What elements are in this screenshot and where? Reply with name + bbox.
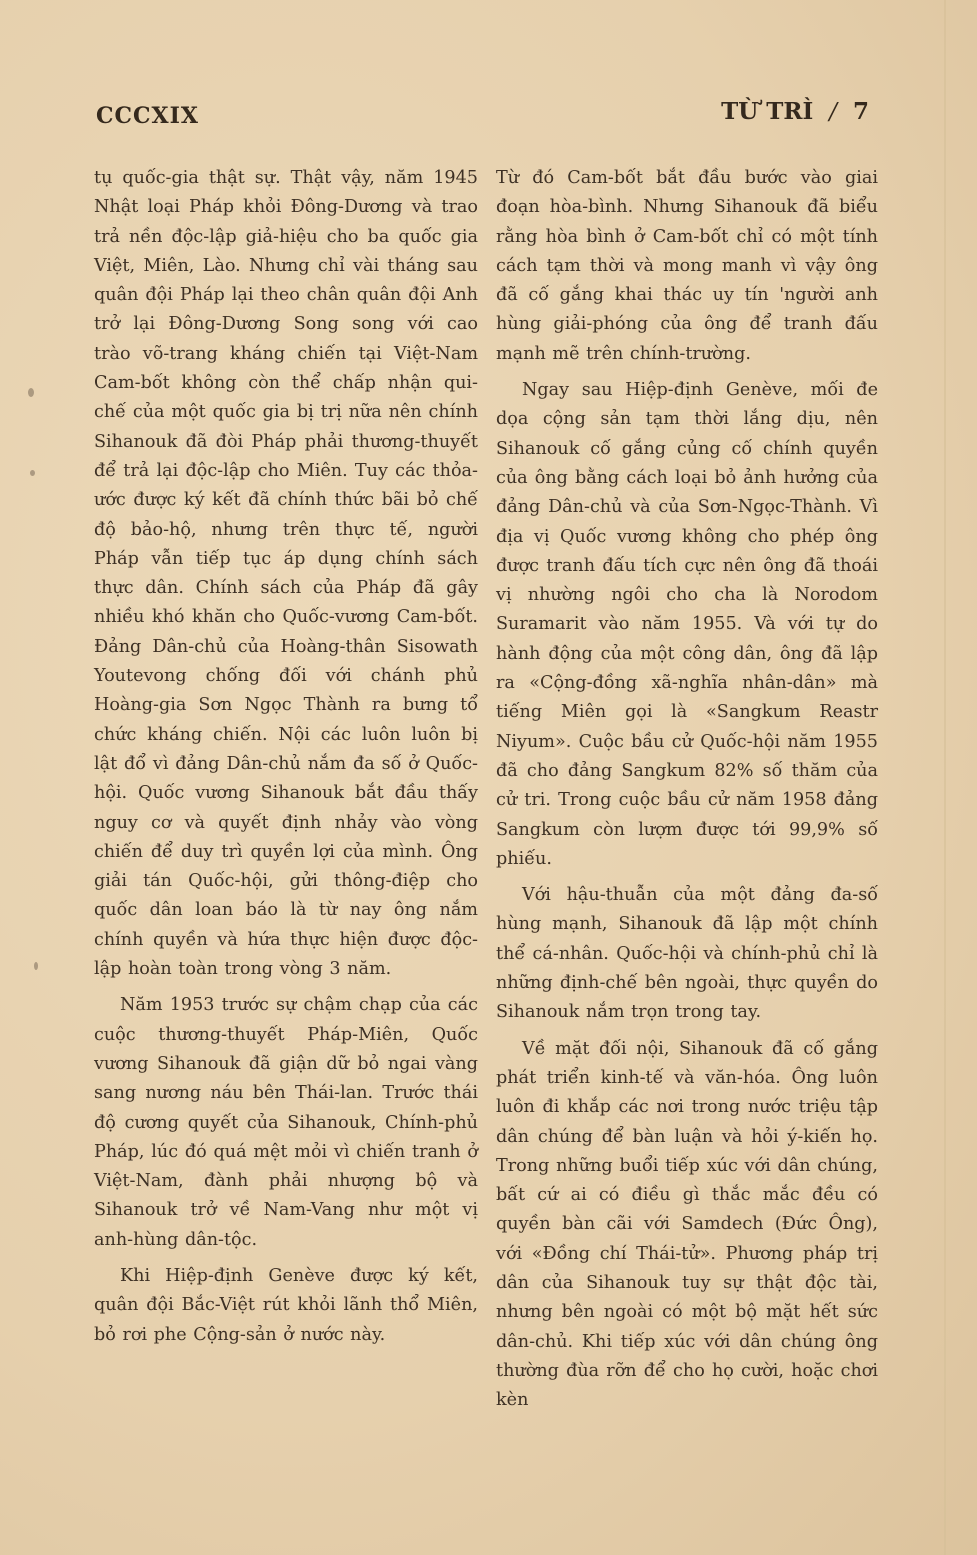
paragraph: Khi Hiệp-định Genève được ký kết, quân đội Bắc-Việt rút khỏi lãnh thổ Miên, bỏ rơi phe Cộng-sản ở nước này. (94, 1265, 478, 1345)
paragraph: Từ đó Cam-bốt bắt đầu bước vào giai đoạn hòa-bình. Nhưng Sihanouk đã biểu rằng hòa bình ở Cam-bốt chỉ có một tính cách tạm thời và mong manh vì vậy ông đã cố gắng khai thác uy tín 'người anh hùng giải-phóng của ông để tranh đấu mạnh mẽ trên chính-trường. (496, 168, 878, 364)
paragraph: Năm 1953 trước sự chậm chạp của các cuộc thương-thuyết Pháp-Miên, Quốc vương Sihanouk đã giận dữ bỏ ngai vàng sang nương náu bên Thái-lan. Trước thái độ cương quyết của Sihanouk, Chính-phủ Pháp, lúc đó quá mệt mỏi vì chiến tranh ở Việt-Nam, đành phải nhượng bộ và Sihanouk trở về Nam-Vang như một vị anh-hùng dân-tộc. (94, 995, 478, 1250)
paragraph: Ngay sau Hiệp-định Genève, mối đe dọa cộng sản tạm thời lắng dịu, nên Sihanouk cố gắng củng cố chính quyền của ông bằng cách loại bỏ ảnh hưởng của đảng Dân-chủ và của Sơn-Ngọc-Thành. Vì địa vị Quốc vương không cho phép ông được tranh đấu tích cực nên ông đã thoái vị nhường ngôi cho cha là Norodom Suramarit vào năm 1955. Và với tự do hành động của một công dân, ông đã lập ra «Cộng-đồng xã-nghĩa nhân-dân» mà tiếng Miên gọi là «Sangkum Reastr Niyum». Cuộc bầu cử Quốc-hội năm 1955 đã cho đảng Sangkum 82% số thăm của cử tri. Trong cuộc bầu cử năm 1958 đảng Sangkum còn lượm được tới 99,9% số phiếu. (496, 380, 878, 869)
header-separator: / (829, 99, 837, 125)
paragraph: Với hậu-thuẫn của một đảng đa-số hùng mạnh, Sihanouk đã lập một chính thể cá-nhân. Quốc-hội và chính-phủ chỉ là những định-chế bên ngoài, thực quyền do Sihanouk nắm trọn trong tay. (496, 885, 878, 1023)
page-number: 7 (852, 98, 869, 125)
paper-speck (28, 388, 34, 397)
paragraph: tụ quốc-gia thật sự. Thật vậy, năm 1945 Nhật loại Pháp khỏi Đông-Dương và trao trả nền độc-lập giả-hiệu cho ba quốc gia Việt, Miên, Lào. Nhưng chỉ vài tháng sau quân đội Pháp lại theo chân quân đội Anh trở lại Đông-Dương Song song với cao trào võ-trang kháng chiến tại Việt-Nam Cam-bốt không còn thể chấp nhận qui-chế của một quốc gia bị trị nữa nên chính Sihanouk đã đòi Pháp phải thương-thuyết để trả lại độc-lập cho Miên. Tuy các thỏa-ước được ký kết đã chính thức bãi bỏ chế độ bảo-hộ, nhưng trên thực tế, người Pháp vẫn tiếp tục áp dụng chính sách thực dân. Chính sách của Pháp đã gây nhiều khó khăn cho Quốc-vương Cam-bốt. Đảng Dân-chủ của Hoàng-thân Sisowath Youtevong chống đối với chánh phủ Hoàng-gia Sơn Ngọc Thành ra bưng tổ chức kháng chiến. Nội các luôn luôn bị lật đổ vì đảng Dân-chủ nắm đa số ở Quốc-hội. Quốc vương Sihanouk bắt đầu thấy nguy cơ và quyết định nhảy vào vòng chiến để duy trì quyền lợi của mình. Ông giải tán Quốc-hội, gửi thông-điệp cho quốc dân loan báo là từ nay ông nắm chính quyền và hứa thực hiện được độc-lập hoàn toàn trong vòng 3 năm. (94, 168, 478, 980)
right-column (496, 164, 878, 1415)
left-column (94, 164, 478, 1350)
running-head-title: TỪ TRÌ (721, 98, 814, 125)
paper-speck (34, 962, 38, 970)
scan-shadow (944, 0, 946, 1555)
paper-speck (30, 470, 35, 476)
paragraph: Về mặt đối nội, Sihanouk đã cố gắng phát triển kinh-tế và văn-hóa. Ông luôn luôn đi khắp các nơi trong nước triệu tập dân chúng để bàn luận và hỏi ý-kiến họ. Trong những buổi tiếp xúc với dân chúng, bất cứ ai có điều gì thắc mắc đều có quyền bàn cãi với Samdech (Đức Ông), với «Đồng chí Thái-tử». Phương pháp trị dân của Sihanouk tuy sự thật độc tài, nhưng bên ngoài có một bộ mặt hết sức dân-chủ. Khi tiếp xúc với dân chúng ông thường đùa rỡn để cho họ cười, hoặc chơi kèn (496, 1038, 878, 1411)
running-head-left: CCCXIX (96, 103, 199, 129)
running-head-right (721, 98, 869, 125)
